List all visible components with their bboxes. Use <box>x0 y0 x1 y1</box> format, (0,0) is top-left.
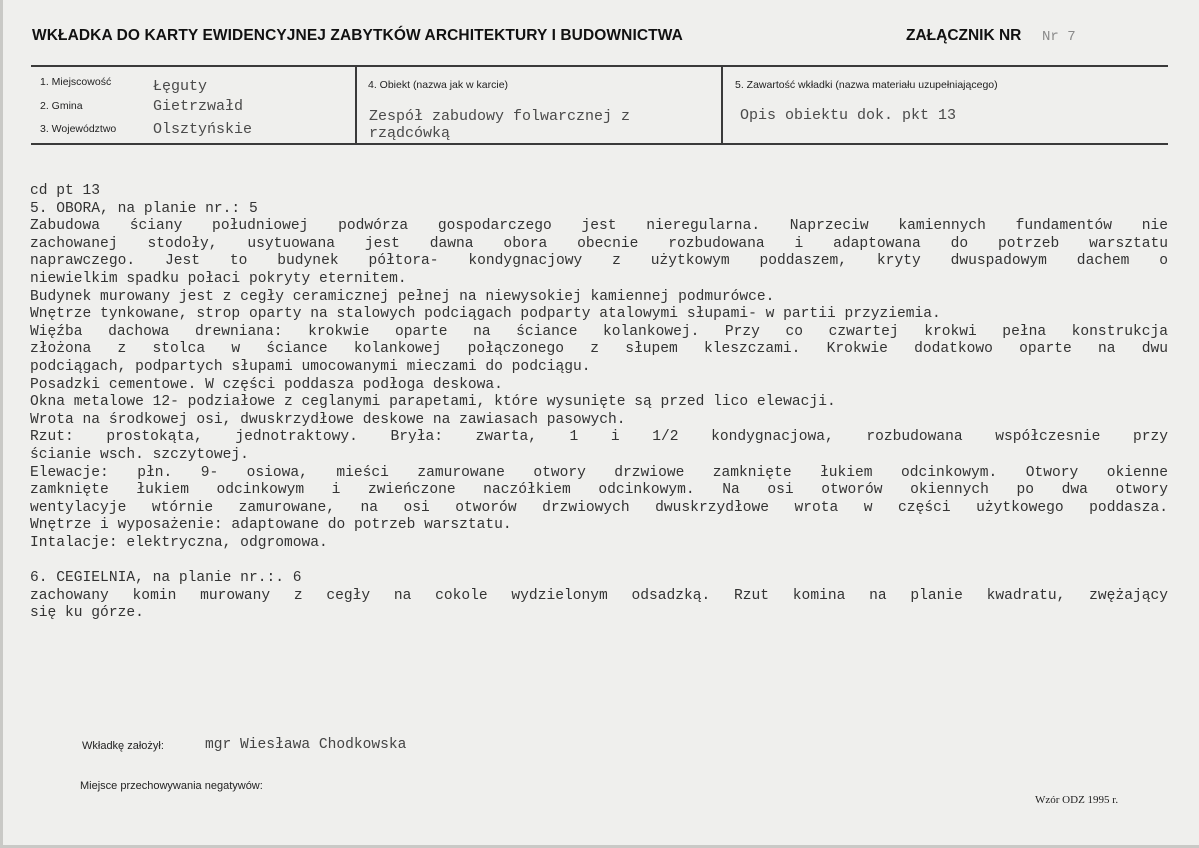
column-divider <box>721 67 723 143</box>
attachment-number-value: Nr 7 <box>1042 29 1076 45</box>
text-line: podciągach, podpartych słupami umocowanymi mieczami do podciągu. <box>30 358 591 375</box>
text-line: wentylacyje wtórnie zamurowane, na osi otworów drzwiowych dwuskrzydłowe wrota w części użytkowego poddasza. <box>30 499 1168 516</box>
text-line: niewielkim spadku połaci pokryty eternitem. <box>30 270 407 287</box>
column-divider <box>355 67 357 143</box>
text-line: Budynek murowany jest z cegły ceramicznej pełnej na niewysokiej kamiennej podmurówce. <box>30 288 775 305</box>
form-code: Wzór ODZ 1995 r. <box>1035 794 1119 806</box>
text-line: Wnętrze tynkowane, strop oparty na stalowych podciągach podparty atalowymi słupami- w partii przyziemia. <box>30 306 941 323</box>
voivodeship-label: 3. Województwo <box>40 123 117 135</box>
text-line: Więźba dachowa drewniana: krokwie oparte na ściance kolankowej. Przy co czwartej krokwi pełna konstrukcja <box>30 323 1168 340</box>
text-line: ścianie wsch. szczytowej. <box>30 446 249 463</box>
description-text <box>30 183 1168 623</box>
text-line: Okna metalowe 12- podziałowe z ceglanymi parapetami, które wysunięte są przed lico elewacji. <box>30 394 836 411</box>
text-line: Zabudowa ściany południowej podwórza gospodarczego jest nieregularna. Naprzeciw kamiennych fundamentów nie <box>30 218 1168 235</box>
content-label: 5. Zawartość wkładki (nazwa materiału uzupełniającego) <box>735 79 998 91</box>
text-line: zachowany komin murowany z cegły na cokole wydzielonym odsadzką. Rzut komina na planie kwadratu, zwężający <box>30 587 1168 604</box>
author-value: mgr Wiesława Chodkowska <box>205 737 407 753</box>
text-line: Elewacje: płn. 9- osiowa, mieści zamurowane otwory drzwiowe zamknięte łukiem odcinkowym. Otwory okienne <box>30 464 1168 481</box>
text-line: Wnętrze i wyposażenie: adaptowane do potrzeb warsztatu. <box>30 517 512 534</box>
text-line: cd pt 13 <box>30 183 101 199</box>
text-line: Posadzki cementowe. W części poddasza podłoga deskowa. <box>30 376 503 393</box>
text-line: 5. OBORA, na planie nr.: 5 <box>30 200 258 217</box>
object-value-line1: Zespół zabudowy folwarcznej z <box>369 108 631 125</box>
object-value-line2: rządcówką <box>369 125 451 142</box>
text-line: się ku górze. <box>30 605 144 622</box>
form-title: WKŁADKA DO KARTY EWIDENCYJNEJ ZABYTKÓW ARCHITEKTURY I BUDOWNICTWA <box>32 27 683 44</box>
text-line: zachowanej stodoły, usytuowana jest dawna obora obecnie rozbudowana i adaptowana do potrzeb warsztatu <box>30 235 1168 252</box>
content-value: Opis obiektu dok. pkt 13 <box>740 107 957 124</box>
text-line: Intalacje: elektryczna, odgromowa. <box>30 534 328 551</box>
text-line: 6. CEGIELNIA, na planie nr.:. 6 <box>30 570 302 587</box>
text-line: Rzut: prostokąta, jednotraktowy. Bryła: zwarta, 1 i 1/2 kondygnacjowa, rozbudowana współczesnie przy <box>30 429 1168 446</box>
locality-value: Łęguty <box>153 78 208 95</box>
locality-label: 1. Miejscowość <box>40 76 112 88</box>
attachment-number-label: ZAŁĄCZNIK NR <box>906 27 1022 44</box>
text-line: złożona z stolca w ściance kolankowej połączonego z słupem kleszczami. Krokwie dodatkowo oparte na dwu <box>30 341 1168 358</box>
text-line: naprawczego. Jest to budynek półtora- kondygnacjowy z użytkowym poddaszem, kryty dwuspadowym dachem o <box>30 253 1168 270</box>
text-line: Wrota na środkowej osi, dwuskrzydłowe deskowe na zawiasach pasowych. <box>30 411 626 428</box>
commune-value: Gietrzwałd <box>153 98 244 115</box>
object-label: 4. Obiekt (nazwa jak w karcie) <box>368 79 509 91</box>
commune-label: 2. Gmina <box>40 100 83 112</box>
voivodeship-value: Olsztyńskie <box>153 121 253 138</box>
identification-table <box>31 65 1168 145</box>
author-label: Wkładkę założył: <box>82 740 164 752</box>
paragraph-gap <box>30 552 1168 570</box>
text-line: zamknięte łukiem odcinkowym i zwieńczone naczółkiem odcinkowym. Na osi otworów okiennych po dwa otwory <box>30 482 1168 499</box>
negatives-location-label: Miejsce przechowywania negatywów: <box>80 780 263 792</box>
